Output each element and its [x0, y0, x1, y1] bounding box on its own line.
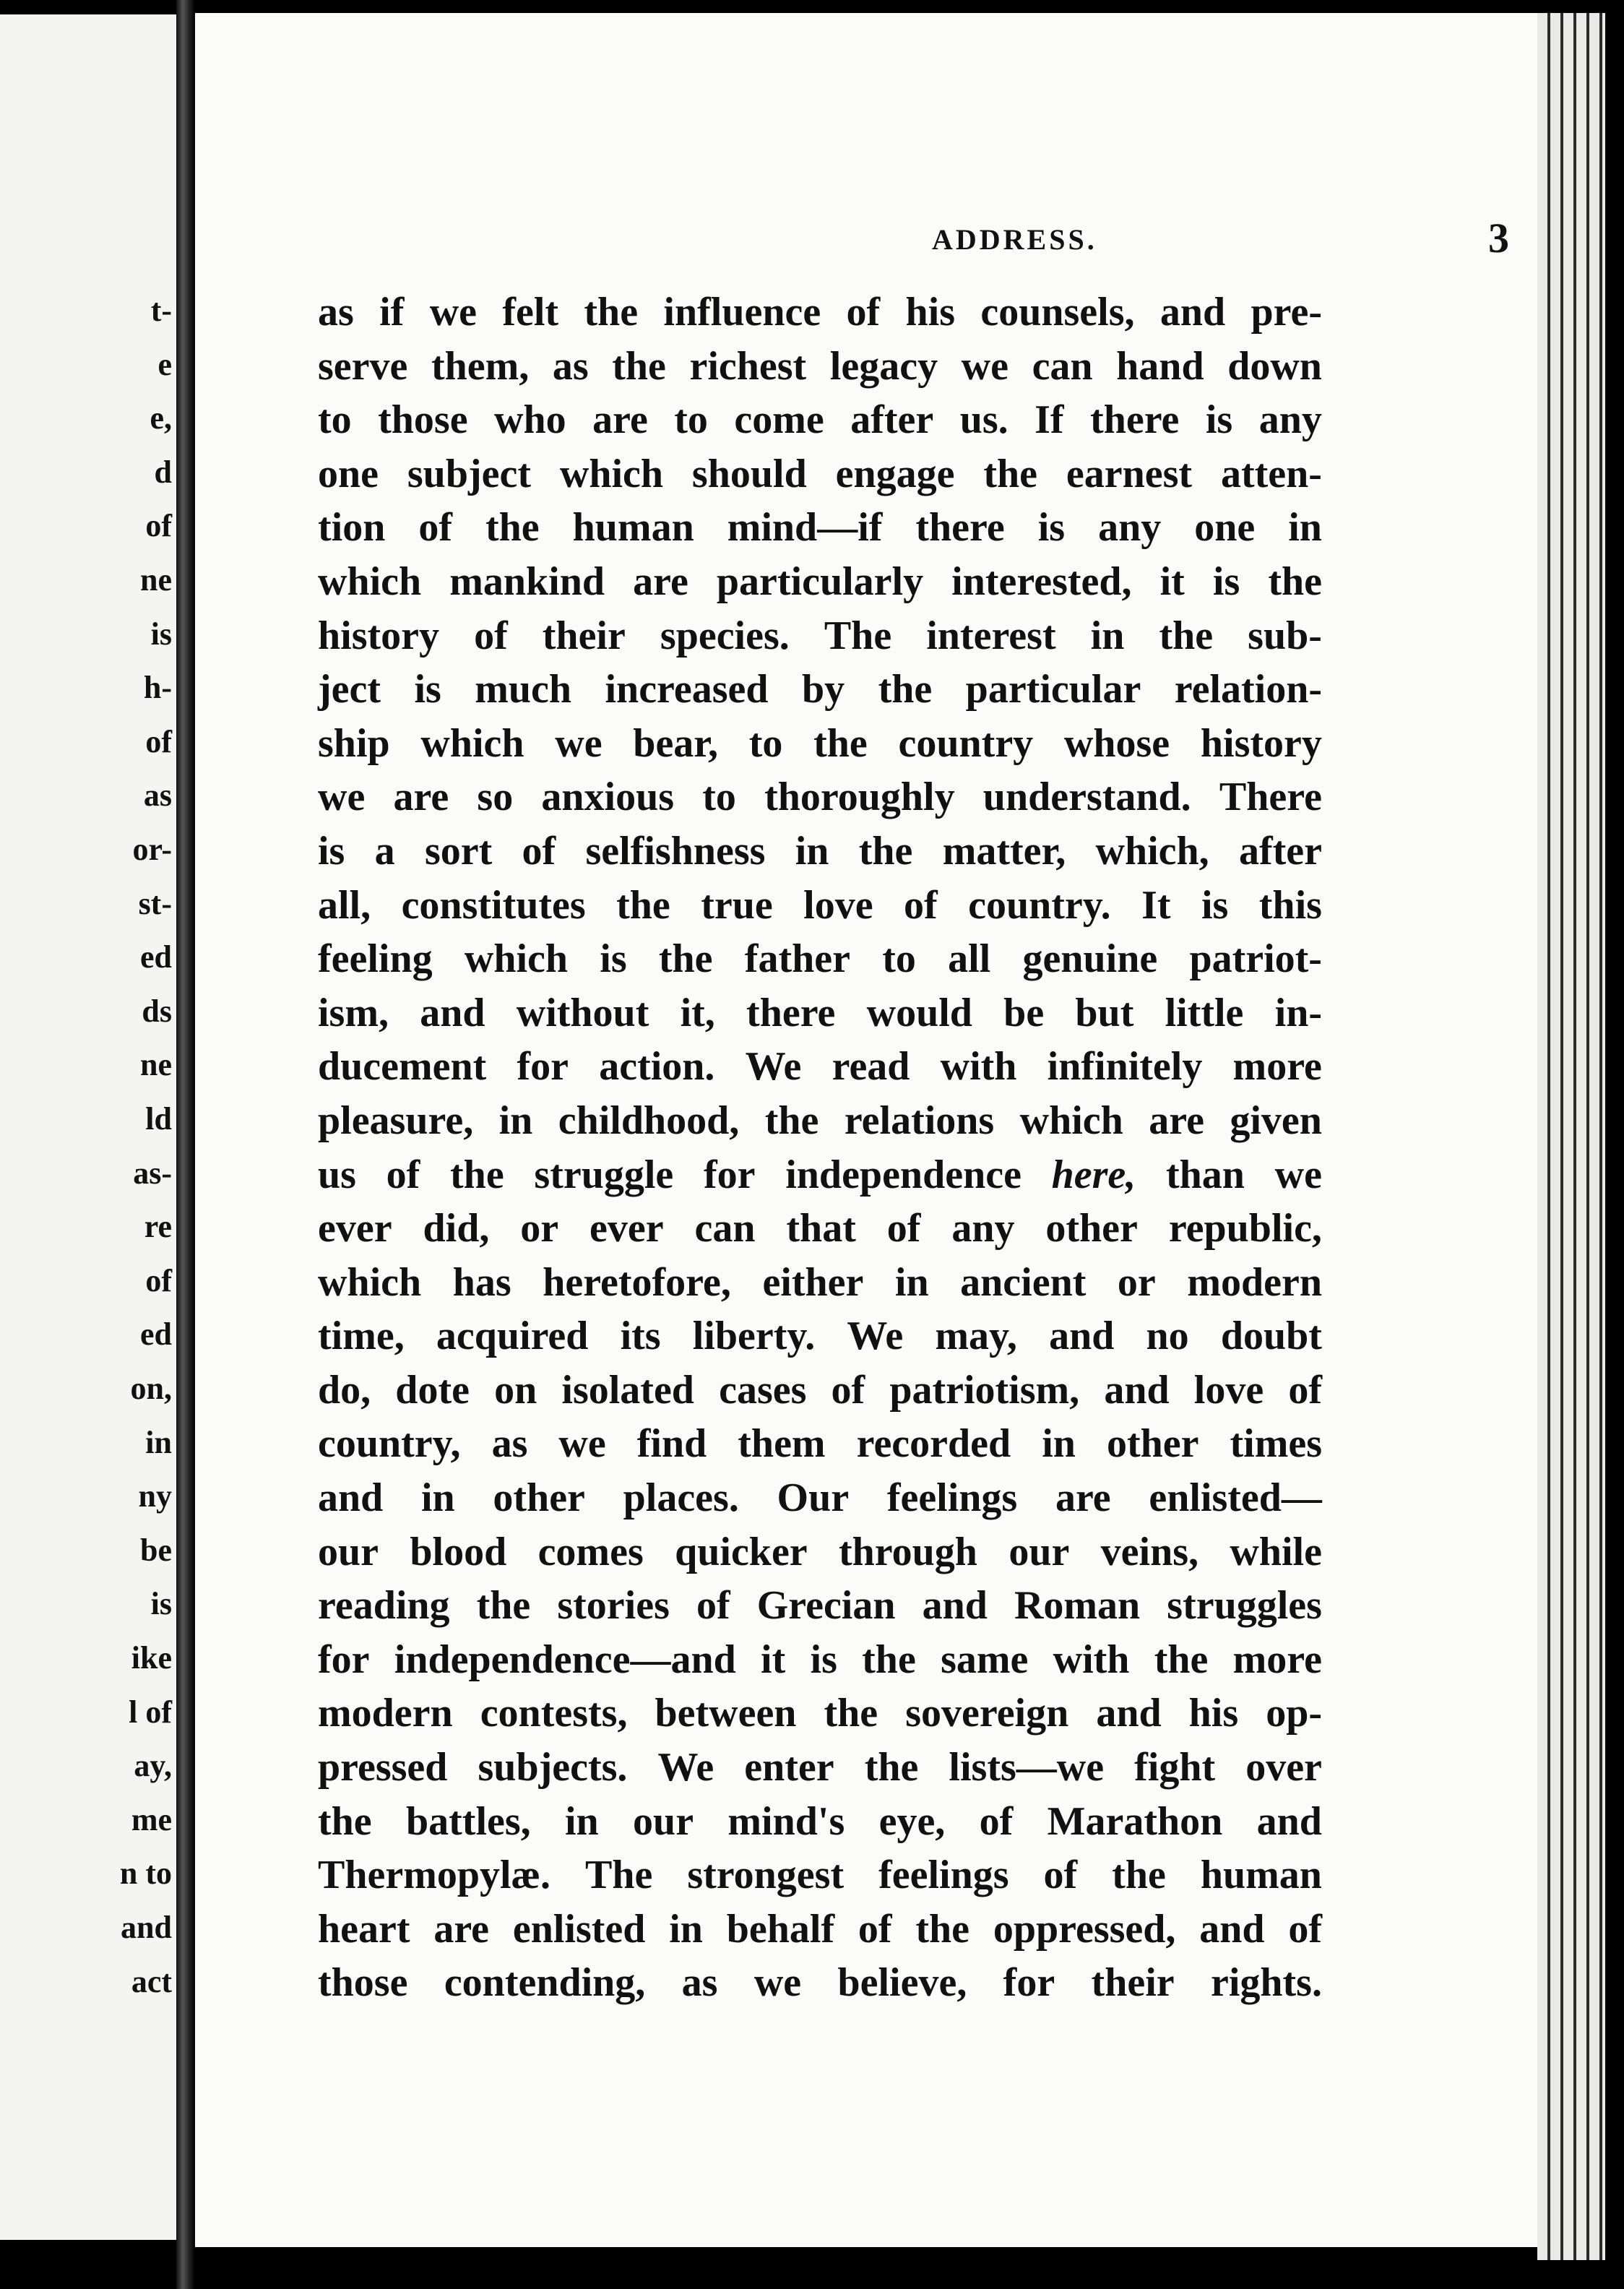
text-line: pleasure, in childhood, the relations which are given [318, 1098, 1322, 1143]
left-page-fragment: t- [150, 293, 172, 328]
left-page-fragment: ay, [134, 1748, 172, 1784]
running-head: ADDRESS. [932, 223, 1097, 256]
left-page-fragment: of [145, 723, 172, 759]
text-line: heart are enlisted in behalf of the oppressed, and of [318, 1906, 1322, 1952]
left-page-fragment: ike [131, 1640, 172, 1676]
left-page-fragment: of [145, 1262, 172, 1298]
left-page-fragment: as [143, 777, 172, 814]
text-line: tion of the human mind—if there is any one in [318, 505, 1322, 551]
text-line: for independence—and it is the same with the more [318, 1637, 1322, 1682]
text-line: all, constitutes the true love of country. It is this [318, 882, 1322, 928]
left-page-fragment: as- [133, 1155, 172, 1191]
text-line: one subject which should engage the earnest atten- [318, 451, 1322, 496]
left-page-fragment: ds [142, 993, 172, 1029]
page-edges [1537, 13, 1605, 2260]
text-line: Thermopylæ. The strongest feelings of the human [318, 1853, 1322, 1898]
text-line: ism, and without it, there would be but little in- [318, 990, 1322, 1035]
text-line: feeling which is the father to all genuine patriot- [318, 936, 1322, 982]
text-line: ever did, or ever can that of any other republic, [318, 1206, 1322, 1251]
text-line: ject is much increased by the particular relation- [318, 667, 1322, 712]
left-page-fragment: and [121, 1910, 172, 1945]
body-text [318, 285, 1322, 2010]
text-line: pressed subjects. We enter the lists—we fight over [318, 1745, 1322, 1790]
text-line: we are so anxious to thoroughly understand. There [318, 775, 1322, 820]
left-page-fragment: re [144, 1209, 172, 1245]
left-page-fragment: on, [130, 1371, 172, 1406]
left-page-fragment: ld [145, 1101, 172, 1137]
left-page-fragment: e, [150, 400, 172, 436]
text-line: our blood comes quicker through our veins, while [318, 1529, 1322, 1574]
text-line: modern contests, between the sovereign and his op- [318, 1691, 1322, 1736]
text-line: which mankind are particularly interested, it is the [318, 559, 1322, 604]
left-page-fragment: ny [138, 1478, 172, 1514]
left-page-fragment: h- [143, 670, 172, 706]
text-line: reading the stories of Grecian and Roman struggles [318, 1583, 1322, 1629]
text-line: country, as we find them recorded in other times [318, 1421, 1322, 1467]
text-line: those contending, as we believe, for their rights. [318, 1960, 1322, 2006]
left-page-fragment: ne [140, 562, 172, 598]
left-page-fragment: n to [119, 1855, 172, 1892]
left-page-fragment: of [145, 508, 172, 544]
left-page-edge [0, 14, 176, 2240]
left-page-fragment: l of [129, 1694, 172, 1730]
left-page-fragment: me [131, 1801, 172, 1837]
text-line: and in other places. Our feelings are enlisted— [318, 1475, 1322, 1521]
text-line: as if we felt the influence of his counsels, and pre- [318, 290, 1322, 335]
left-page-fragment: is [150, 1586, 172, 1622]
text-line: us of the struggle for independence here, than we [318, 1152, 1322, 1197]
text-line: which has heretofore, either in ancient or modern [318, 1259, 1322, 1305]
left-page-fragment: e [157, 346, 172, 382]
text-line: ducement for action. We read with infinitely more [318, 1044, 1322, 1090]
left-page-fragment: ne [140, 1047, 172, 1083]
left-page-fragment: or- [132, 832, 172, 867]
left-page-fragment: is [150, 616, 172, 652]
left-page-fragment: st- [138, 885, 172, 921]
page-number: 3 [1488, 215, 1509, 262]
text-line: serve them, as the richest legacy we can hand down [318, 343, 1322, 389]
text-line: history of their species. The interest in the sub- [318, 613, 1322, 658]
text-line: time, acquired its liberty. We may, and no doubt [318, 1314, 1322, 1359]
text-line: is a sort of selfishness in the matter, which, after [318, 828, 1322, 874]
text-line: the battles, in our mind's eye, of Marathon and [318, 1798, 1322, 1844]
left-page-fragment: d [154, 454, 172, 490]
text-line: do, dote on isolated cases of patriotism, and love of [318, 1367, 1322, 1413]
left-page-fragment: ed [140, 1316, 172, 1353]
text-line: ship which we bear, to the country whose history [318, 720, 1322, 766]
left-page-fragment: be [140, 1532, 172, 1568]
left-page-fragment: act [131, 1963, 172, 1999]
text-line: to those who are to come after us. If there is any [318, 397, 1322, 443]
book-gutter [176, 0, 195, 2289]
left-page-fragment: ed [140, 939, 172, 975]
left-page-fragment: in [145, 1424, 172, 1460]
